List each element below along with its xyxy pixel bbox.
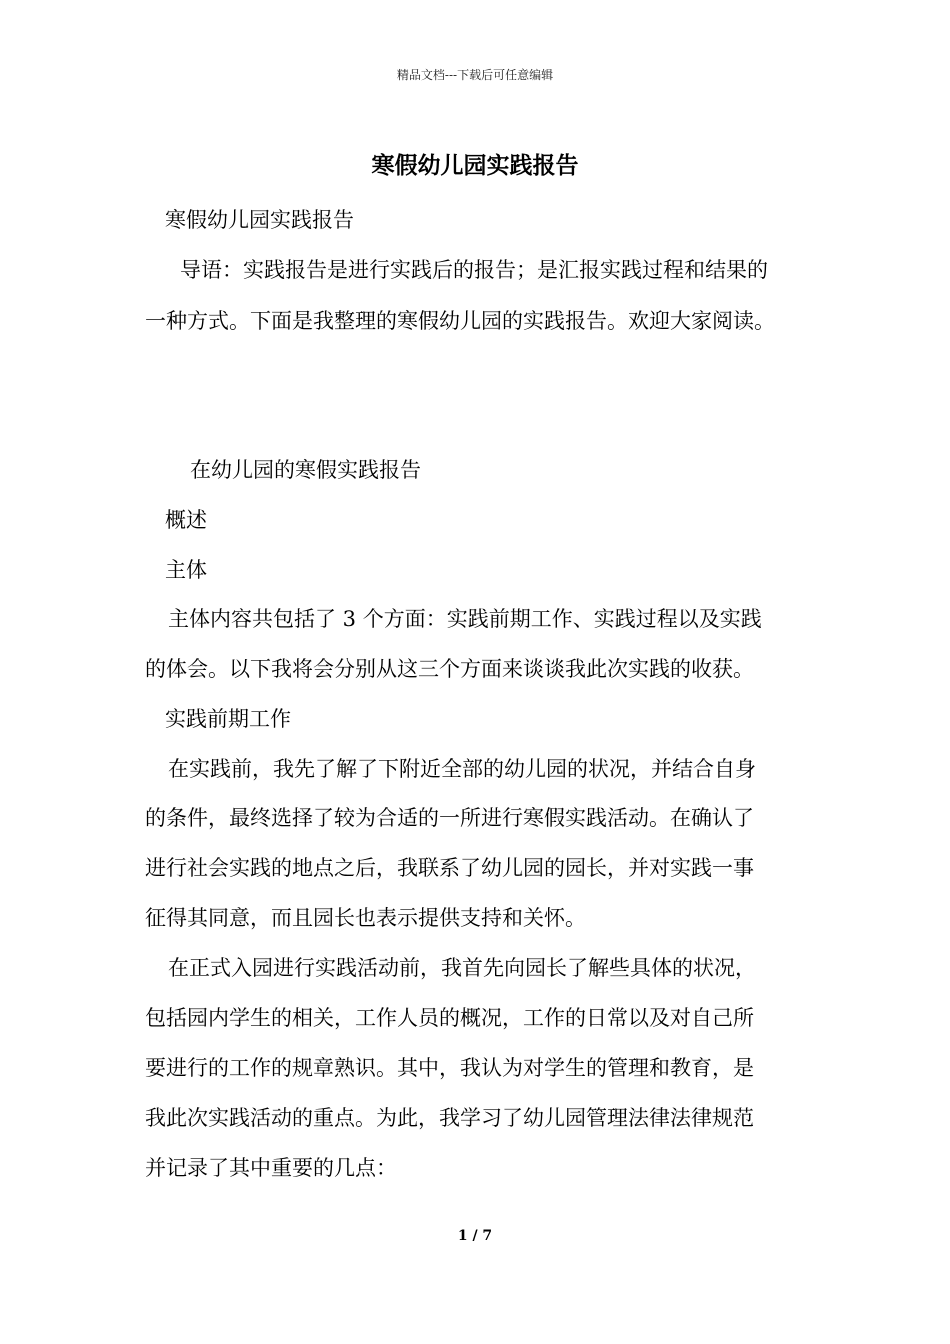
body-paragraph-line: 在实践前，我先了解了下附近全部的幼儿园的状况，并结合自身 (168, 757, 756, 781)
heading-overview: 概述 (165, 508, 207, 532)
body-paragraph-line: 在正式入园进行实践活动前，我首先向园长了解些具体的状况， (168, 956, 756, 980)
document-title: 寒假幼儿园实践报告 (371, 152, 579, 179)
body-paragraph-line: 主体内容共包括了 3 个方面：实践前期工作、实践过程以及实践 (168, 607, 762, 631)
body-paragraph-line: 并记录了其中重要的几点： (145, 1156, 397, 1180)
body-paragraph-line: 要进行的工作的规章熟识。其中，我认为对学生的管理和教育，是 (145, 1056, 754, 1080)
page-number: 1 / 7 (457, 1228, 493, 1244)
body-paragraph-line: 进行社会实践的地点之后，我联系了幼儿园的园长，并对实践一事 (145, 856, 754, 880)
heading-body: 主体 (165, 558, 207, 582)
body-paragraph-line: 我此次实践活动的重点。为此，我学习了幼儿园管理法律法律规范 (145, 1106, 754, 1130)
body-paragraph-line: 征得其同意，而且园长也表示提供支持和关怀。 (145, 906, 586, 930)
body-paragraph-line: 包括园内学生的相关，工作人员的概况，工作的日常以及对自己所 (145, 1006, 754, 1030)
body-paragraph-line: 的体会。以下我将会分别从这三个方面来谈谈我此次实践的收获。 (145, 657, 754, 681)
heading-pre-practice: 实践前期工作 (165, 707, 291, 731)
intro-line-2: 一种方式。下面是我整理的寒假幼儿园的实践报告。欢迎大家阅读。 (145, 309, 775, 333)
subtitle-line: 寒假幼儿园实践报告 (165, 208, 354, 232)
page-header: 精品文档---下载后可任意编辑 (396, 68, 554, 82)
section-heading: 在幼儿园的寒假实践报告 (190, 458, 421, 482)
intro-line-1: 导语：实践报告是进行实践后的报告；是汇报实践过程和结果的 (180, 258, 768, 282)
body-paragraph-line: 的条件，最终选择了较为合适的一所进行寒假实践活动。在确认了 (145, 806, 754, 830)
